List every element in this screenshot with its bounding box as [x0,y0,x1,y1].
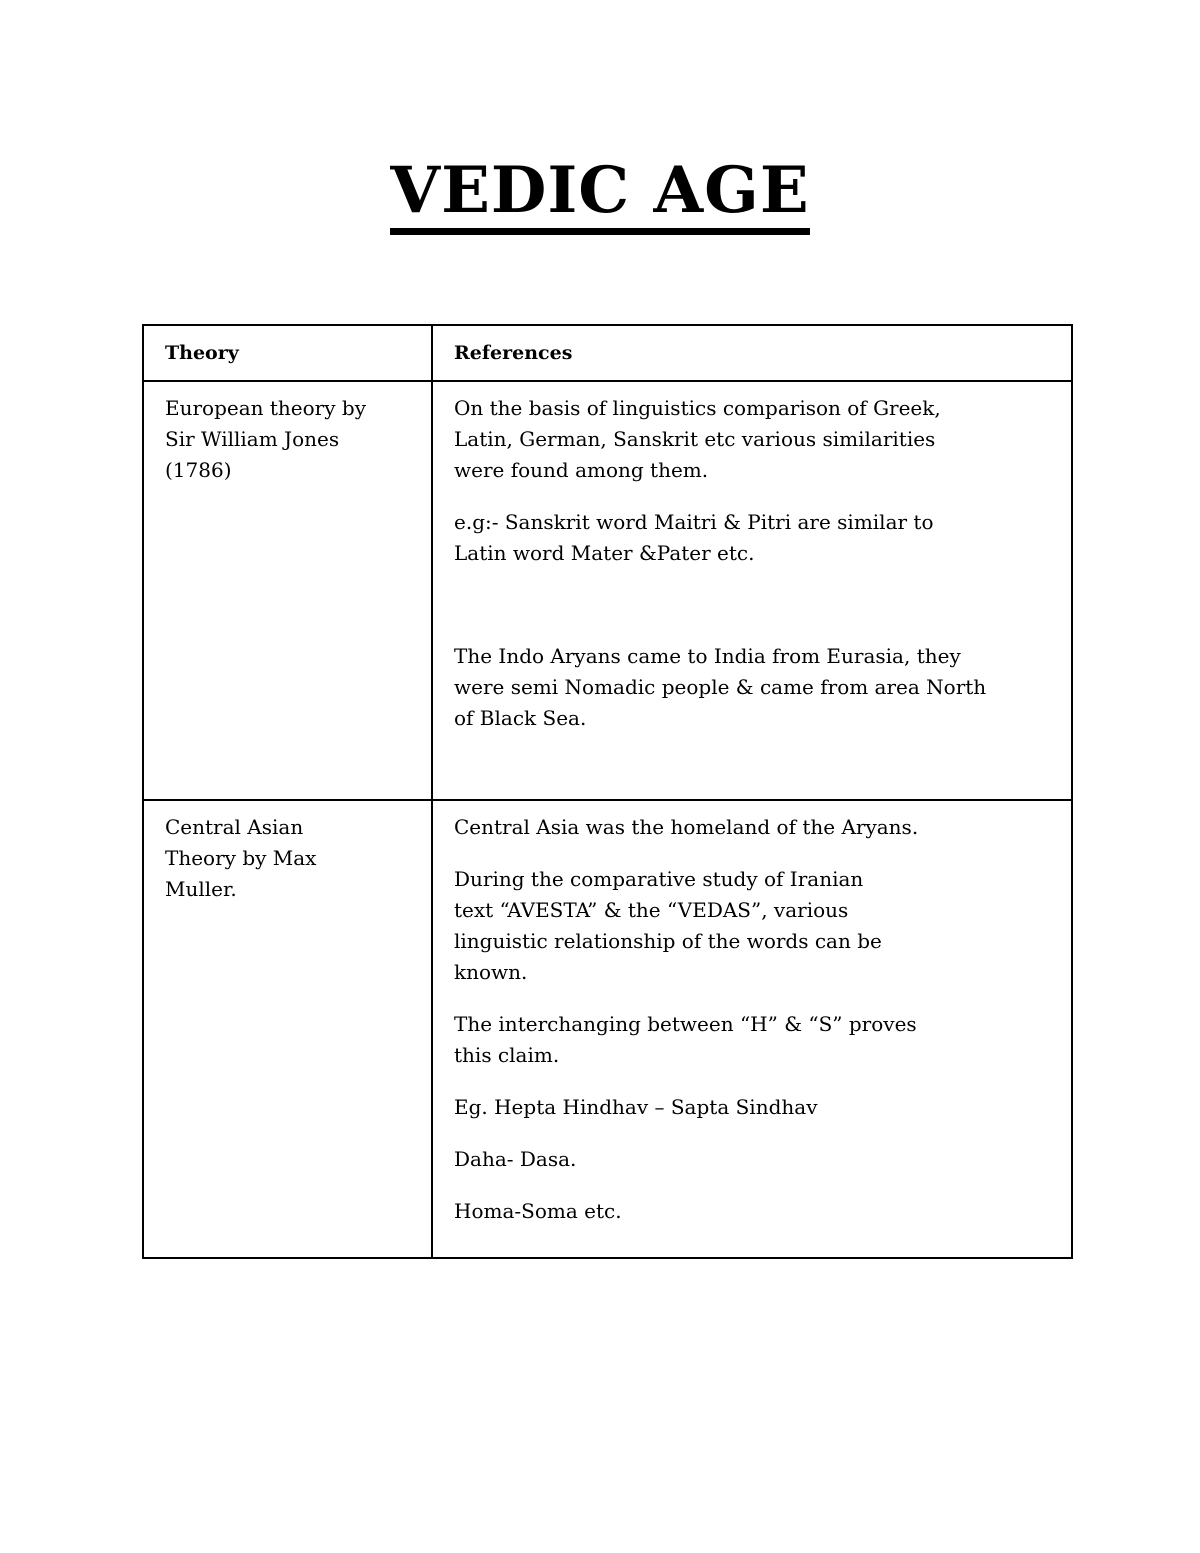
page-title-text: VEDIC AGE [390,153,809,235]
reference-paragraph: Daha- Dasa. [454,1147,577,1171]
header-cell-theory [143,325,432,381]
reference-paragraph: The interchanging between “H” & “S” proves this claim. [454,1012,917,1067]
header-theory-label: Theory [165,342,239,364]
reference-paragraph: The Indo Aryans came to India from Eurasia, they were semi Nomadic people & came from area North of Black Sea. [454,644,987,730]
table-row [143,381,1072,800]
theory-text: Central Asian Theory by Max Muller. [165,815,317,901]
reference-paragraph: On the basis of linguistics comparison of Greek, Latin, German, Sanskrit etc various similarities were found among them. [454,396,941,482]
table-header-row [143,325,1072,381]
theory-table [142,324,1073,1259]
theory-cell [143,800,432,1258]
theory-cell [143,381,432,800]
header-cell-references [432,325,1072,381]
page-title [0,148,1200,234]
reference-paragraph: Eg. Hepta Hindhav – Sapta Sindhav [454,1095,818,1119]
reference-paragraph: e.g:- Sanskrit word Maitri & Pitri are similar to Latin word Mater &Pater etc. [454,510,934,565]
references-cell [432,800,1072,1258]
references-cell [432,381,1072,800]
reference-paragraph: Homa-Soma etc. [454,1199,622,1223]
reference-paragraph: Central Asia was the homeland of the Aryans. [454,815,919,839]
table-row [143,800,1072,1258]
header-references-label: References [454,342,573,364]
theory-text: European theory by Sir William Jones (1786) [165,396,366,482]
reference-paragraph: During the comparative study of Iranian text “AVESTA” & the “VEDAS”, various linguistic relationship of the words can be known. [454,867,882,984]
